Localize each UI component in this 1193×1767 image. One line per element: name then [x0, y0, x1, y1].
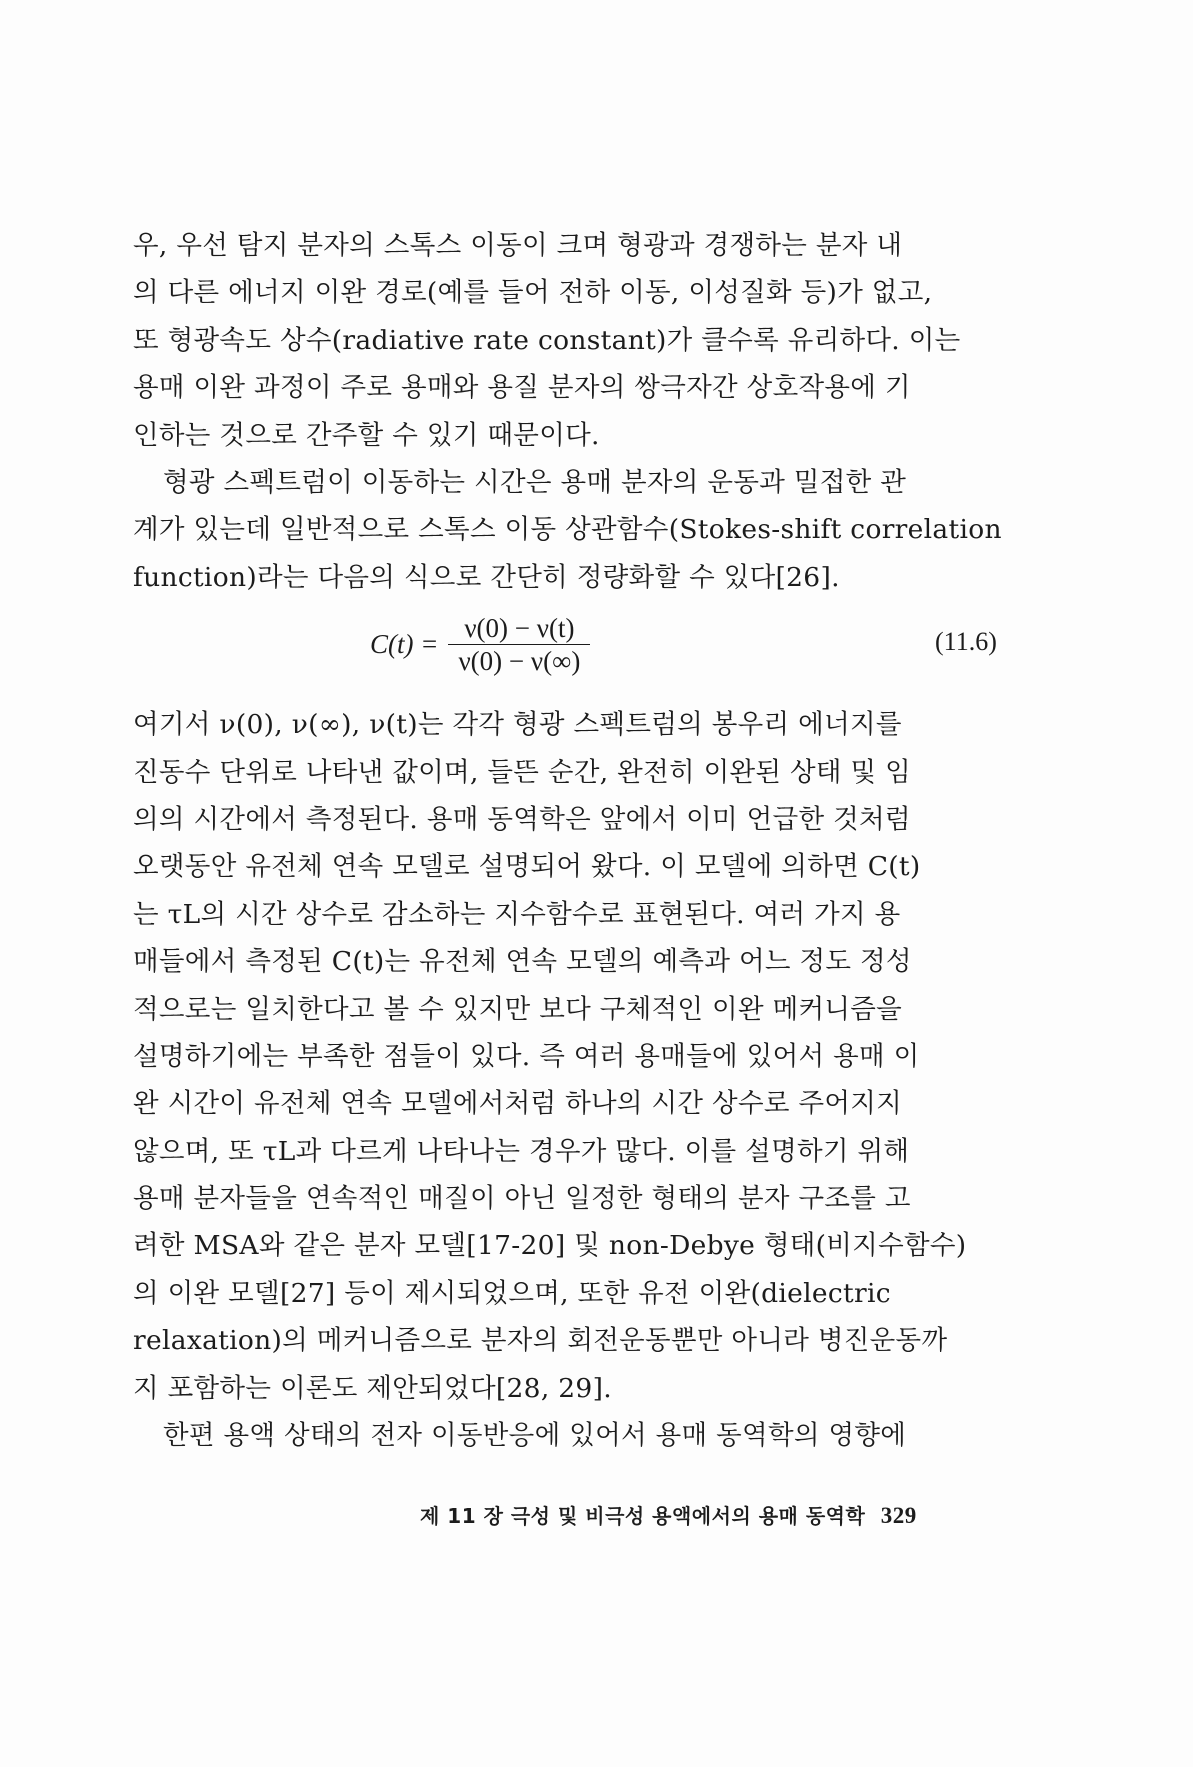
equation-lhs: C(t) = [370, 628, 439, 659]
chapter-title: 제 11 장 극성 및 비극성 용액에서의 용매 동역학 [420, 1503, 866, 1528]
text-line: 의의 시간에서 측정된다. 용매 동역학은 앞에서 이미 언급한 것처럼 [133, 803, 911, 835]
text-line: 오랫동안 유전체 연속 모델로 설명되어 왔다. 이 모델에 의하면 C(t) [133, 851, 921, 883]
text-line: 의 이완 모델[27] 등이 제시되었으며, 또한 유전 이완(dielectric [133, 1277, 891, 1309]
page-footer [420, 1500, 917, 1529]
text-line: 또 형광속도 상수(radiative rate constant)가 클수록 유리하다. 이는 [133, 324, 961, 356]
equation-11-6 [370, 611, 590, 677]
text-line: relaxation)의 메커니즘으로 분자의 회전운동뿐만 아니라 병진운동까 [133, 1325, 948, 1357]
text-line: 는 τL의 시간 상수로 감소하는 지수함수로 표현된다. 여러 가지 용 [133, 898, 901, 930]
text-line: 진동수 단위로 나타낸 값이며, 들뜬 순간, 완전히 이완된 상태 및 임 [133, 756, 912, 788]
text-line: 완 시간이 유전체 연속 모델에서처럼 하나의 시간 상수로 주어지지 [133, 1088, 903, 1120]
text-line: function)라는 다음의 식으로 간단히 정량화할 수 있다[26]. [133, 561, 840, 593]
equation-number: (11.6) [935, 627, 997, 657]
text-line: 용매 분자들을 연속적인 매질이 아닌 일정한 형태의 분자 구조를 고 [133, 1183, 911, 1215]
equation-numerator: ν(0) − ν(t) [464, 612, 575, 643]
text-line: 계가 있는데 일반적으로 스톡스 이동 상관함수(Stokes-shift correlation [133, 514, 1002, 546]
equation-fraction [448, 612, 590, 677]
text-line: 여기서 ν(0), ν(∞), ν(t)는 각각 형광 스펙트럼의 봉우리 에너지를 [133, 709, 902, 741]
text-line: 매들에서 측정된 C(t)는 유전체 연속 모델의 예측과 어느 정도 정성 [133, 946, 912, 978]
equation-denominator: ν(0) − ν(∞) [458, 645, 581, 676]
text-line: 지 포함하는 이론도 제안되었다[28, 29]. [133, 1372, 612, 1404]
text-line: 않으며, 또 τL과 다르게 나타나는 경우가 많다. 이를 설명하기 위해 [133, 1135, 910, 1167]
body-text-lower [133, 701, 1013, 1459]
page-number: 329 [880, 1502, 917, 1528]
text-line: 형광 스펙트럼이 이동하는 시간은 용매 분자의 운동과 밀접한 관 [163, 466, 907, 498]
text-line: 려한 MSA와 같은 분자 모델[17-20] 및 non-Debye 형태(비지수함수) [133, 1230, 967, 1262]
text-line: 한편 용액 상태의 전자 이동반응에 있어서 용매 동역학의 영향에 [163, 1420, 907, 1452]
body-text-upper [133, 222, 1013, 601]
text-line: 의 다른 에너지 이완 경로(예를 들어 전하 이동, 이성질화 등)가 없고, [133, 277, 933, 309]
text-line: 적으로는 일치한다고 볼 수 있지만 보다 구체적인 이완 메커니즘을 [133, 993, 903, 1025]
text-line: 인하는 것으로 간주할 수 있기 때문이다. [133, 419, 600, 451]
text-line: 용매 이완 과정이 주로 용매와 용질 분자의 쌍극자간 상호작용에 기 [133, 372, 911, 404]
text-line: 설명하기에는 부족한 점들이 있다. 즉 여러 용매들에 있어서 용매 이 [133, 1040, 920, 1072]
text-line: 우, 우선 탐지 분자의 스톡스 이동이 크며 형광과 경쟁하는 분자 내 [133, 230, 903, 261]
